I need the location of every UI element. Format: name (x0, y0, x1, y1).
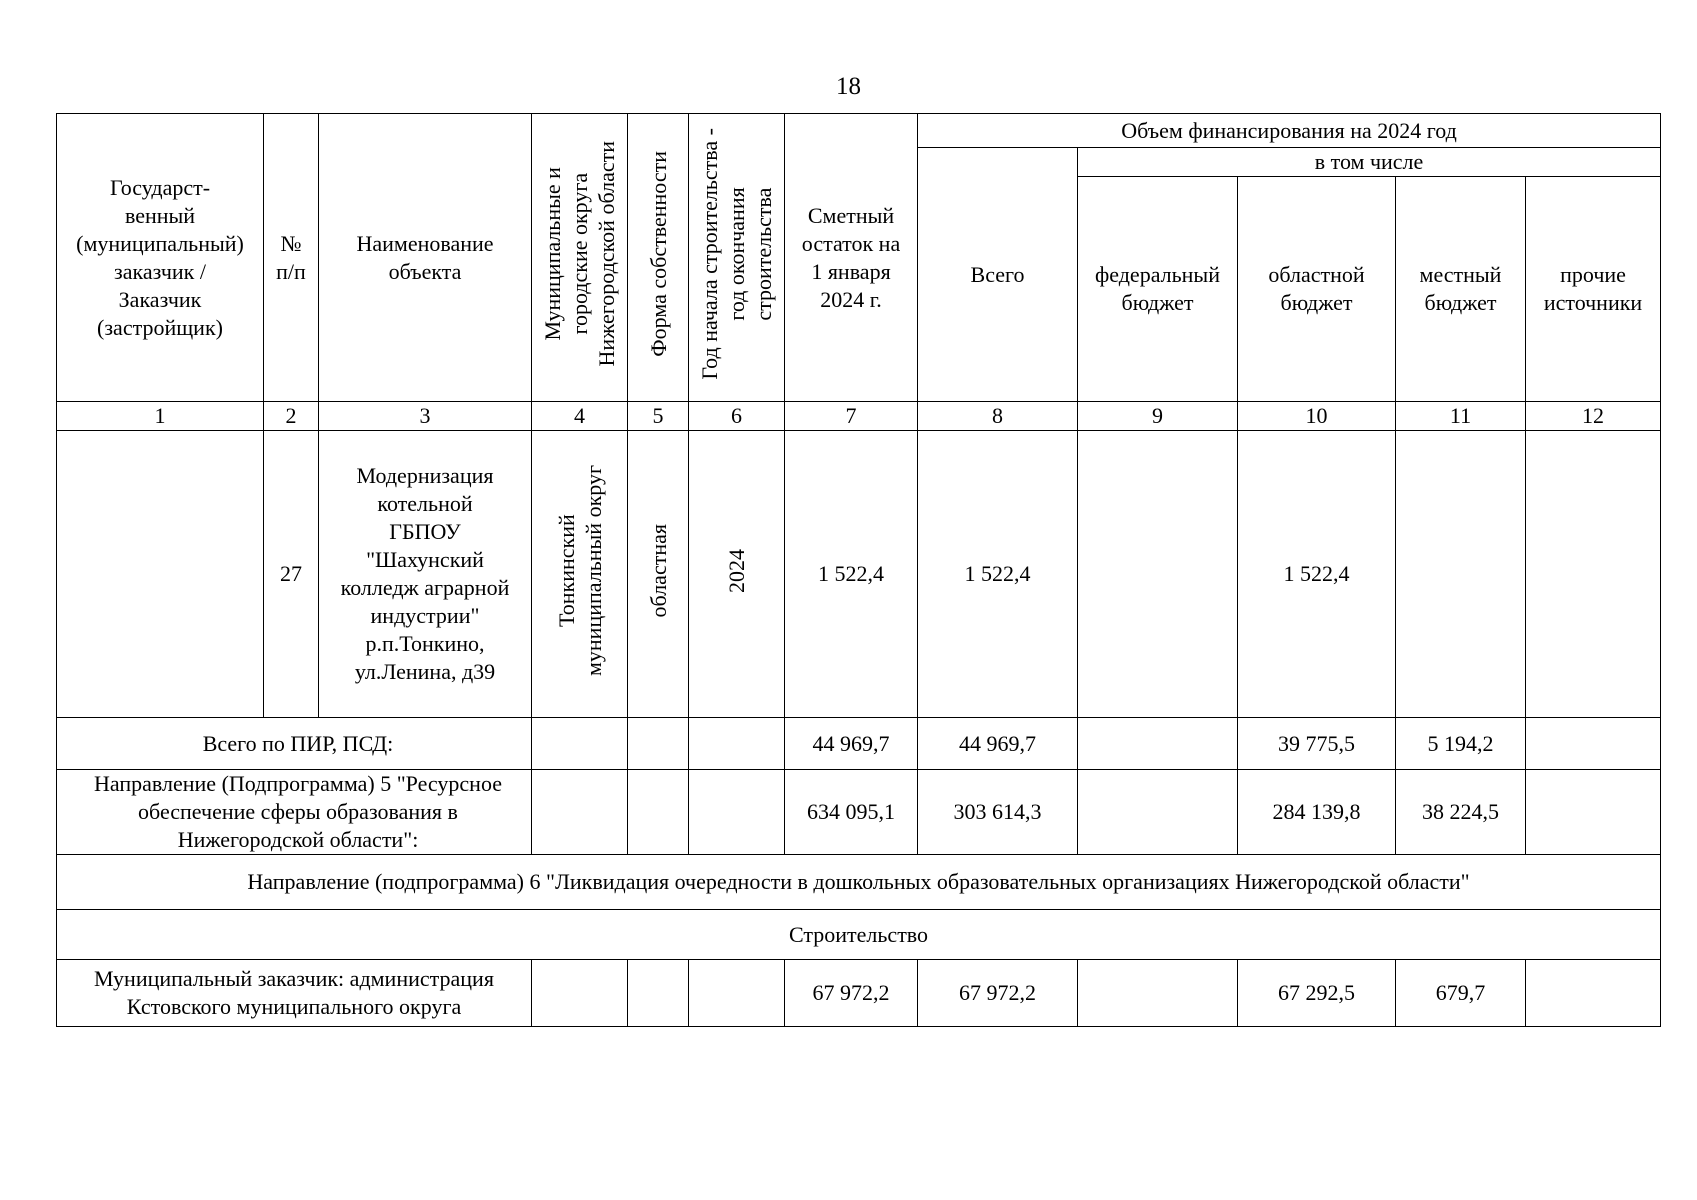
object-number: 27 (264, 431, 319, 718)
object-federal (1078, 431, 1238, 718)
column-number: 11 (1396, 402, 1526, 431)
kstovo-label: Муниципальный заказчик: администрация Кстовского муниципального округа (57, 960, 532, 1027)
object-total: 1 522,4 (918, 431, 1078, 718)
column-number: 3 (319, 402, 532, 431)
column-number: 8 (918, 402, 1078, 431)
total-pir-regional: 39 775,5 (1238, 718, 1396, 770)
subprogram6-row (57, 855, 1661, 910)
object-ownership: областная (628, 431, 689, 718)
header-estimate: Сметный остаток на 1 января 2024 г. (785, 114, 918, 402)
kstovo-regional: 67 292,5 (1238, 960, 1396, 1027)
object-regional: 1 522,4 (1238, 431, 1396, 718)
subprogram5-estimate: 634 095,1 (785, 770, 918, 855)
subprogram5-row (57, 770, 1661, 855)
header-other: прочие источники (1526, 177, 1661, 402)
header-local: местный бюджет (1396, 177, 1526, 402)
subprogram5-local: 38 224,5 (1396, 770, 1526, 855)
header-row-1 (57, 114, 1661, 148)
total-pir-other (1526, 718, 1661, 770)
object-estimate: 1 522,4 (785, 431, 918, 718)
column-number: 2 (264, 402, 319, 431)
object-name: Модернизация котельной ГБПОУ "Шахунский колледж аграрной индустрии" р.п.Тонкино, ул.Ленина, д39 (319, 431, 532, 718)
kstovo-row (57, 960, 1661, 1027)
object-years: 2024 (689, 431, 785, 718)
object-municipality: Тонкинский муниципальный округ (532, 431, 628, 718)
construction-row (57, 910, 1661, 960)
header-municipality: Муниципальные и городские округа Нижегородской области (532, 114, 628, 402)
kstovo-federal (1078, 960, 1238, 1027)
total-pir-total: 44 969,7 (918, 718, 1078, 770)
construction-heading: Строительство (57, 910, 1661, 960)
kstovo-estimate: 67 972,2 (785, 960, 918, 1027)
page-number: 18 (836, 73, 861, 100)
subprogram5-label: Направление (Подпрограмма) 5 "Ресурсное обеспечение сферы образования в Нижегородской области": (57, 770, 532, 855)
column-number: 10 (1238, 402, 1396, 431)
column-number: 7 (785, 402, 918, 431)
total-pir-federal (1078, 718, 1238, 770)
kstovo-other (1526, 960, 1661, 1027)
object-customer-cell (57, 431, 264, 718)
object-local (1396, 431, 1526, 718)
header-number: № п/п (264, 114, 319, 402)
header-customer: Государст- венный (муниципальный) заказчик / Заказчик (застройщик) (57, 114, 264, 402)
header-object-name: Наименование объекта (319, 114, 532, 402)
total-pir-estimate: 44 969,7 (785, 718, 918, 770)
header-federal: федеральный бюджет (1078, 177, 1238, 402)
header-regional: областной бюджет (1238, 177, 1396, 402)
subprogram6-heading: Направление (подпрограмма) 6 "Ликвидация очередности в дошкольных образовательных организациях Нижегородской области" (57, 855, 1661, 910)
column-number: 4 (532, 402, 628, 431)
header-years: Год начала строительства - год окончания строительства (689, 114, 785, 402)
object-other (1526, 431, 1661, 718)
column-number: 1 (57, 402, 264, 431)
column-number: 9 (1078, 402, 1238, 431)
subprogram5-other (1526, 770, 1661, 855)
header-total: Всего (918, 148, 1078, 402)
column-numbers-row (57, 402, 1661, 431)
column-number: 12 (1526, 402, 1661, 431)
kstovo-total: 67 972,2 (918, 960, 1078, 1027)
total-pir-row (57, 718, 1661, 770)
header-funding-title: Объем финансирования на 2024 год (918, 114, 1661, 148)
header-ownership: Форма собственности (628, 114, 689, 402)
subprogram5-federal (1078, 770, 1238, 855)
header-including: в том числе (1078, 148, 1661, 177)
column-number: 5 (628, 402, 689, 431)
kstovo-local: 679,7 (1396, 960, 1526, 1027)
financing-table (56, 113, 1661, 1027)
column-number: 6 (689, 402, 785, 431)
subprogram5-regional: 284 139,8 (1238, 770, 1396, 855)
object-row (57, 431, 1661, 718)
total-pir-label: Всего по ПИР, ПСД: (57, 718, 532, 770)
total-pir-local: 5 194,2 (1396, 718, 1526, 770)
subprogram5-total: 303 614,3 (918, 770, 1078, 855)
